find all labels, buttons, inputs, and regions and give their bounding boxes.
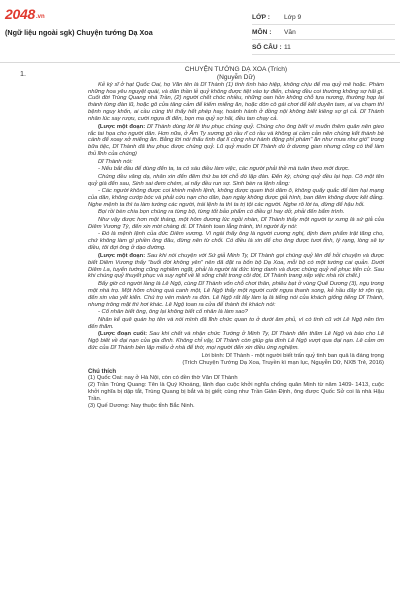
paragraph [88,331,384,352]
passage-title: CHUYỆN TƯỚNG DẠ XOA (Trích) [184,66,288,73]
logo-main-text: 2048 [5,6,35,22]
paragraph [88,188,384,209]
paragraph [88,317,384,331]
meta-row-subject [252,25,395,40]
header-divider [0,62,400,63]
paragraph [88,309,384,316]
paragraph-bold-lead: (Lược đoạn cuối: [98,331,148,338]
page-title: (Ngữ liệu ngoài sgk) Chuyện tướng Dạ Xoa [5,28,153,37]
paragraph [88,217,384,231]
paragraph-text: Bọi rồi bèn chia bọn chúng ra từng bộ, từng tốt bảo phẩm có điều gì hay dở, phải đến bẩm trình. [98,209,345,216]
paragraph [88,124,384,159]
paragraph-text: - Cố nhân biết ông, ông lại không biết cố nhân là làm sao? [98,309,248,316]
paragraph-text: Bấy giờ có người làng là Lê Ngộ, cùng Dĩ Thành vốn chỗ chơi thân, phiêu bạt ở vùng Quế Dương (3), ngụ trong một nhà trọ. Một hôm chúng quá canh một, Lê Ngộ thấy một người cưỡi ngựa thanh song, kẻ hầu đây tớ rộn rịp, đến xin vào yết kiến. Chú trọ vén mành ra đón. Lê Ngộ rất lấy làm lạ là tiếng nói của khách giống tiếng Dĩ Thành, nhưng trông mặt thì hơi khác. Lê Ngộ toan ra cửa để thành thì khách nói: [88,280,384,308]
paragraph-text: Sau khi nói chuyện với Sứ giả Minh Ty, Dĩ Thành gọi chúng quỷ lên để hỏi chuyện và được biết Diêm Vương thấy "buổi đời không yên" nên đã đặt ra bốn bộ Dạ Xoa, mỗi bộ có một tướng cai quản. Dưới Diêm La, tuyển tướng cũng nghiêm ngặt, phải là người tài đức từng danh và được chúng quỷ nể phục tiến cử. Sau khi chúng quỷ thuyết phục và suy nghĩ về lẽ sống chết trong cõi đời, Dĩ Thành trang xếp việc nhà rồi chết.) [88,252,384,280]
paragraph [88,166,384,173]
notes-heading: Chú thích [88,367,117,375]
paragraph-text: - Đó là mệnh lệnh của đức Diêm vương. Vì ngài thấy ông là người cương nghị, định đem phẩm trật tăng cho, chứ không làm gì phiền ông đâu, đừng nên từ chối. Có điều là xin để cho ông được tươi tỉnh, lý rạng, lòng sẽ tự điều, tôi đợi ông ở dạo đường. [88,231,384,252]
meta-value: Văn [284,28,296,36]
note-item: (3) Quế Dương: Nay thuộc tỉnh Bắc Ninh. [88,403,195,410]
note-item: (2) Trần Trùng Quang: Tên là Quý Khoáng, lãnh đạo cuộc khởi nghĩa chống quân Minh từ năm 1409- 1413, cuộc khởi nghĩa bị dập tắt, Trùng Quang bị bắt và bị giết; cùng như Trần Giản Định, ông được Quốc Sử coi là nhà Hậu Trần. [88,382,384,403]
paragraph-text: Chúng đều vâng dạ, nhân xin đến đêm thứ ba tới chỗ đó lập đàn. Đến kỳ, chúng quỷ đều lại họp. Cô một tên quỷ già đến sau, Sinh sai đem chém, ai nấy đều run sợ. Sinh bèn ra lệnh rằng: [88,173,384,187]
paragraph-text: Dĩ Thành nói: [98,158,133,165]
passage-author: (Nguyễn Dữ) [216,73,256,81]
paragraph [88,209,384,216]
paragraph-text: Kẻ kỳ sĩ ở hạt Quốc Oai, họ Văn tên là Dĩ Thành (1) tính tình hào hiệp, không chịu để ma quỷ mê hoặc. Phàm những hoa yêu nguyệt quái, và dân thần lẻ quỷ không được tiệt vào tự điển, chàng đều coi thường không sợ hãi gì. Cuối đời Trùng Quang nhà Trần, (2) người chết chóc nhiều, những oan hồn không chỗ tựa nương, thường họp lại thành từng đàn lũ, hoặc gõ cửa tâng cảm để kiếm miếng ăn, hoặc đón cô gái chơi để kết duyên tam, ai va chạm thì bệnh nguy khốn, ai cầu cúng thì thấy hết phép hay, hoành hành ở đồng nội không biết kiêng sợ gì cả. Dĩ Thành nhân lúc say rượu, cười ngựa đi đến, bọn ma quỷ sợ hãi, đều tan chạy cả. [88,81,384,123]
paragraph-bold-lead: (Lược một đoạn: [98,252,146,259]
paragraph-text: Như vậy được hơn một tháng, một hôm đương lúc ngồi nhàn, Dĩ Thành thấy một người tự xưng là sứ giả của Diêm Vương Tỳ, đến xin mời chàng đi. Dĩ Thành toan lẳng tránh, thì người ấy nói: [88,216,384,230]
meta-value: 11 [284,43,291,51]
commentary-line: Lời bình: Dĩ Thành - một người biết trấn quỷ tinh ban quả là đáng trọng [201,353,384,360]
site-logo[interactable] [5,6,45,22]
paragraph [88,159,384,166]
paragraph-text: Sau khi chết và nhận chức Tướng ở Minh Ty, Dĩ Thành đến thăm Lê Ngộ và báo cho Lê Ngộ biết về đại nạn của gia đình. Không chỉ vậy, Dĩ Thành còn giúp gia đình Lê Ngộ vượt qua đại nạn. Lê cảm ơn đức của Dĩ Thành bèn lập miếu ở nhà để thờ, mọi người đến xin điều ứng nghiệm. [88,331,384,351]
paragraph-text: Dĩ Thành dùng lời lẽ thu phục chúng quỷ. Chúng cho ông biết vì muốn thêm quân nên gieo rắc tai họa cho người dân. Hơn nữa, ở Âm Ty xương gò rầu rĩ có rầu và không ai cầm cản nên chúng kết thành bè cánh để xoay xở miếng ăn. Bằng lời nói thấu tình đạt lí cộng như hành động phỉ phám" ăn như mưa như gió" trong bữa tiệc, Dĩ Thành đã thu phục được chúng quỷ. Lũ quỷ muốn Dĩ Thành dù ở dương gian nhưng cũng có thể làm thủ lĩnh của chúng) [88,123,384,158]
paragraph [88,281,384,309]
meta-table [252,10,395,55]
meta-key: SỐ CÂU : [252,43,282,51]
paragraph [88,231,384,252]
paragraph-text: - Nếu bắt đầu để dùng đến ta, ta có sáu điều làm việc, các người phải thề mà tuân theo mới được. [98,166,350,173]
question-number: 1. [20,69,26,78]
logo-domain-text: .vn [35,13,45,20]
meta-row-question-count [252,40,395,55]
paragraph [88,82,384,123]
paragraph [88,253,384,281]
source-citation: (Trích Chuyện Tướng Dạ Xoa, Truyền kì mạn lục, Nguyễn Dữ, NXB Trẻ, 2016) [182,360,384,367]
notes-list [88,375,384,410]
passage [88,66,384,410]
paragraph-text: Nhân kể quê quán họ tên và nói mình đã lĩnh chức quan to ở dưới âm phủ, vì có tình cũ với Lê Ngộ nên tìm đến thăm. [88,316,384,330]
meta-key: LỚP : [252,13,270,21]
passage-paragraphs [88,82,384,352]
paragraph [88,174,384,188]
note-item: (1) Quốc Oai: nay ở Hà Nội, còn có đền thờ Văn Dĩ Thành [88,375,238,382]
meta-row-grade [252,10,395,25]
question-block [20,66,395,596]
paragraph-bold-lead: (Lược một đoạn: [98,123,146,130]
page-header [0,0,400,58]
meta-key: MÔN : [252,28,272,36]
paragraph-text: - Các người không được coi khinh mệnh lệnh, không được quen thói dâm ô, không quấy quắc để làm hại mạng của dân, không cướp bóc và phải cứu nạn cho dân, bạn ngày không được giả hình, ban đêm không được kết đảng. Nghe mệnh ta thì ta làm tướng các người, trái lệnh ta thì ta trị tội các người. Nghe rõ lời ta, đừng để hậu hối. [88,188,384,208]
meta-value: Lớp 9 [284,13,302,21]
